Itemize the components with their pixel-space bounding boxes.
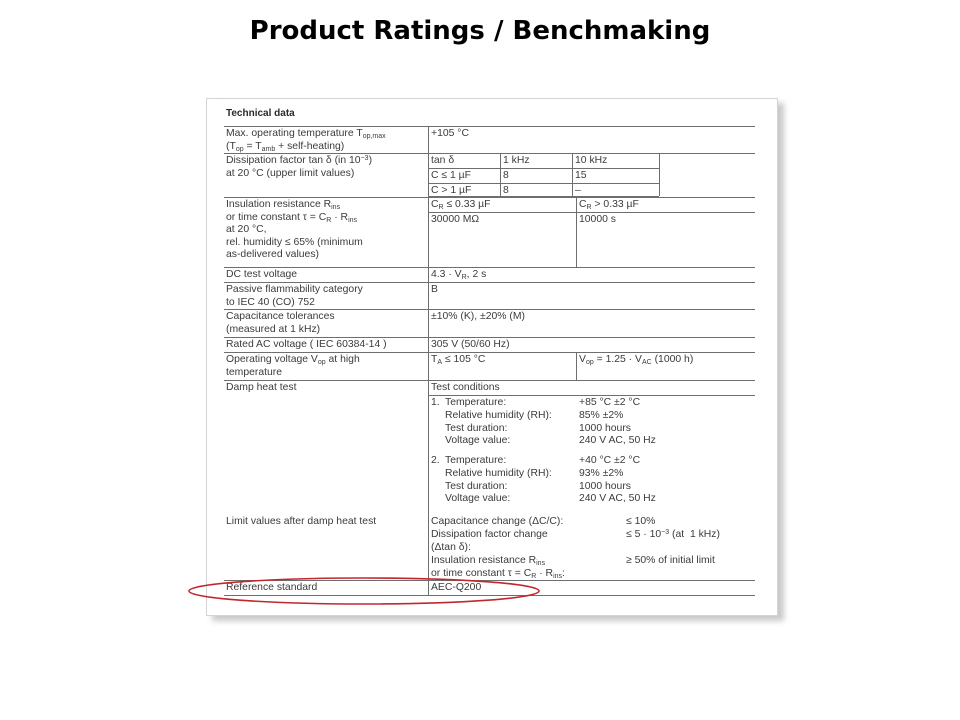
condition-number: 1. (431, 397, 440, 408)
subtable-column-rule (500, 153, 501, 196)
row-value-max-operating-temperature: +105 °C (431, 128, 469, 139)
row-rule (224, 380, 755, 381)
row-value-reference-standard: AEC-Q200 (431, 582, 482, 593)
row-label-reference-standard: Reference standard (226, 582, 318, 593)
row-rule (224, 153, 755, 154)
subtable-column-rule (576, 352, 577, 380)
dissipation-subtable-cell: – (575, 185, 581, 196)
highlight-ellipse-reference-standard (186, 575, 546, 611)
condition-parameter: Voltage value: (445, 493, 511, 505)
row-label-max-operating-temperature: Max. operating temperature $T_{op,max}$ ($T_{op} = T_{amb}$ + self-heating) (226, 128, 386, 153)
condition-parameter: Test duration: (445, 480, 508, 492)
dissipation-subtable-cell: C ≤ 1 µF (431, 170, 471, 181)
technical-data-document (206, 98, 778, 616)
insulation-col-a-header: $C_R \le 0.33$ µF (431, 199, 491, 211)
subtable-rule (428, 168, 659, 169)
limit-value: ≤ 10% (626, 516, 656, 527)
row-value: B (431, 284, 438, 295)
dissipation-subtable-cell: 8 (503, 185, 509, 196)
subtable-column-rule (659, 153, 660, 196)
condition-value: +40 °C ±2 °C (579, 455, 641, 466)
row-label-damp-heat-test: Damp heat test (226, 382, 297, 393)
row-rule (224, 352, 755, 353)
row-label-limit-values: Limit values after damp heat test (226, 516, 377, 527)
operating-voltage-condition: $T_A \le 105$ °C (431, 354, 486, 366)
subtable-rule (428, 212, 755, 213)
condition-value: 240 V AC, 50 Hz (579, 435, 656, 447)
condition-parameter: Test duration: (445, 422, 508, 434)
damp-heat-test-conditions-heading: Test conditions (431, 382, 500, 393)
dissipation-subtable-cell: tan δ (431, 155, 455, 166)
condition-value: 240 V AC, 50 Hz (579, 493, 656, 505)
limit-parameter: Dissipation factor change (Δtan δ): (431, 529, 548, 553)
insulation-col-b-value: 10000 s (579, 214, 616, 225)
subtable-column-rule (576, 197, 577, 267)
condition-parameter: Voltage value: (445, 435, 511, 447)
row-label: Passive flammability category to IEC 40 (CO) 752 (226, 284, 363, 308)
row-value: ±10% (K), ±20% (M) (431, 311, 525, 322)
subtable-column-rule (572, 153, 573, 196)
row-rule (428, 197, 755, 198)
dissipation-subtable-cell: C > 1 µF (431, 185, 472, 196)
dissipation-subtable-cell: 15 (575, 170, 587, 181)
row-label: Capacitance tolerances (measured at 1 kHz) (226, 311, 335, 335)
insulation-col-a-value: 30000 MΩ (431, 214, 480, 225)
condition-value: 93% ±2% (579, 468, 624, 480)
condition-parameter: Temperature: (445, 455, 507, 466)
row-value: $4.3 \cdot V_R$, 2 s (431, 269, 487, 281)
row-label-operating-voltage: Operating voltage $V_{op}$ at high temperature (226, 354, 360, 378)
limit-value: ≥ 50% of initial limit (626, 555, 715, 566)
condition-number: 2. (431, 455, 440, 466)
dissipation-subtable-cell: 10 kHz (575, 155, 608, 166)
dissipation-subtable-cell: 8 (503, 170, 509, 181)
operating-voltage-value: $V_{op} = 1.25 \cdot V_{AC}$ (1000 h) (579, 354, 694, 366)
condition-value: 85% ±2% (579, 410, 624, 422)
row-rule (224, 197, 428, 198)
subtable-rule (428, 395, 755, 396)
condition-parameter: Relative humidity (RH): (445, 410, 552, 422)
limit-parameter: Capacitance change (ΔC/C): (431, 516, 564, 527)
limit-value: ≤ $5 \cdot 10^{-3}$ (at 1 kHz) (626, 529, 720, 540)
slide-title: Product Ratings / Benchmaking (249, 16, 711, 46)
row-rule (224, 267, 755, 268)
row-label: DC test voltage (226, 269, 298, 280)
row-label-dissipation-factor: Dissipation factor tan δ (in $10^{-3}$) at 20 °C (upper limit values) (226, 155, 373, 179)
row-value: 305 V (50/60 Hz) (431, 339, 510, 350)
document-heading: Technical data (226, 108, 295, 119)
subtable-rule (428, 183, 659, 184)
row-label: Rated AC voltage ( IEC 60384-14 ) (226, 339, 387, 350)
label-column-rule (428, 126, 429, 595)
dissipation-subtable-cell: 1 kHz (503, 155, 530, 166)
row-label-insulation-resistance: Insulation resistance $R_{ins}$ or time constant $\tau = C_R \cdot R_{ins}$ at 20 °C, rel. humidity ≤ 65% (minimum as-delivered values) (226, 199, 363, 261)
condition-value: 1000 hours (579, 422, 631, 434)
limit-parameter: Insulation resistance $R_{ins}$ or time constant $\tau = C_R \cdot R_{ins}$: (431, 555, 565, 580)
condition-parameter: Temperature: (445, 397, 507, 408)
row-rule (224, 337, 755, 338)
insulation-col-b-header: $C_R > 0.33$ µF (579, 199, 639, 211)
row-rule (224, 309, 755, 310)
table-top-rule (224, 126, 755, 127)
condition-value: +85 °C ±2 °C (579, 397, 641, 408)
row-rule (224, 282, 755, 283)
condition-value: 1000 hours (579, 480, 631, 492)
condition-parameter: Relative humidity (RH): (445, 468, 552, 480)
